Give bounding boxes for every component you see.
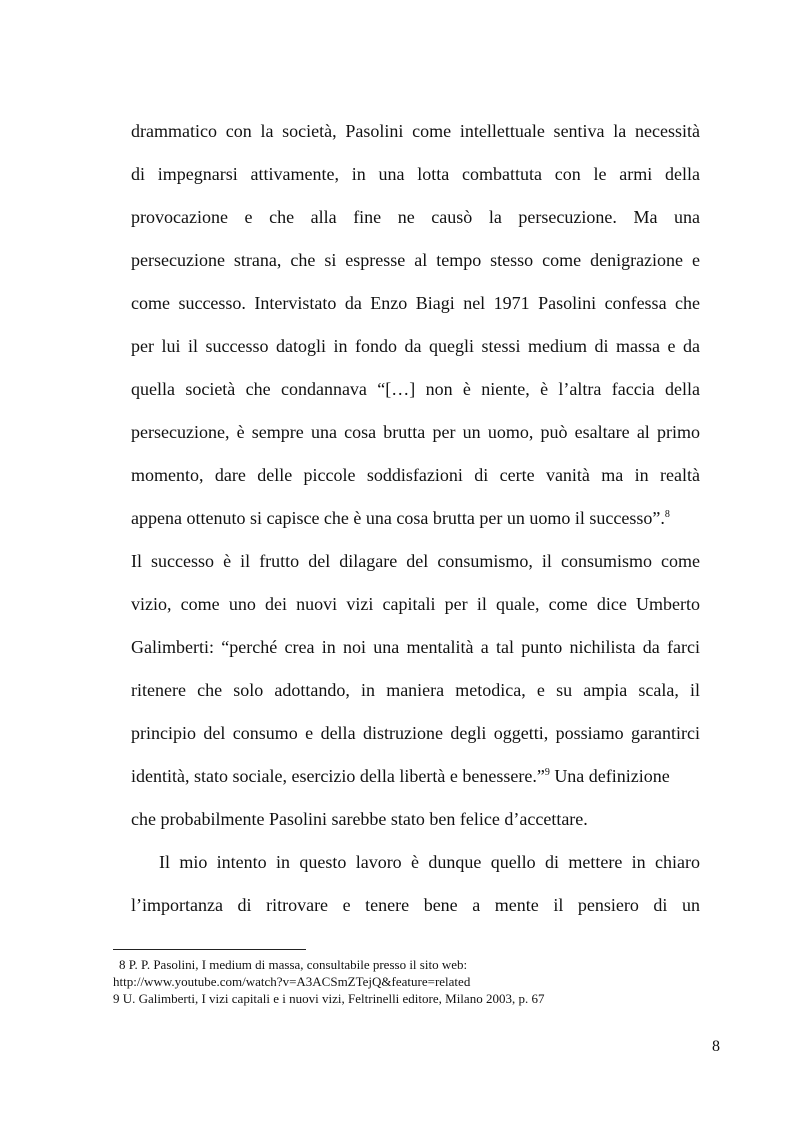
text-line: quella società che condannava “[…] non è niente, è l’altra faccia della (131, 379, 700, 399)
text-line: principio del consumo e della distruzione degli oggetti, possiamo garantirci (131, 723, 700, 743)
text-line: come successo. Intervistato da Enzo Biagi nel 1971 Pasolini confessa che (131, 293, 700, 313)
text-line: per lui il successo datogli in fondo da quegli stessi medium di massa e da (131, 336, 700, 356)
text-line: momento, dare delle piccole soddisfazioni di certe vanità ma in realtà (131, 465, 700, 485)
footnote-8-link[interactable]: http://www.youtube.com/watch?v=A3ACSmZTejQ&feature=related (113, 974, 471, 989)
page-number: 8 (712, 1038, 720, 1055)
footnote-8: 8 P. P. Pasolini, I medium di massa, consultabile presso il sito web: (119, 957, 468, 972)
text-line: persecuzione strana, che si espresse al tempo stesso come denigrazione e (131, 250, 700, 270)
text-line: Galimberti: “perché crea in noi una mentalità a tal punto nichilista da farci (131, 637, 700, 657)
text-line: persecuzione, è sempre una cosa brutta per un uomo, può esaltare al primo (131, 422, 700, 442)
text-line-with-footnote (131, 497, 700, 540)
footnote-separator (113, 949, 306, 950)
text-line: che probabilmente Pasolini sarebbe stato ben felice d’accettare. (131, 809, 588, 829)
text-line-with-footnote (131, 755, 700, 798)
paragraph-start-line: Il mio intento in questo lavoro è dunque quello di mettere in chiaro (159, 852, 700, 872)
footnote-ref-9[interactable]: 9 (544, 767, 550, 778)
text-line: provocazione e che alla fine ne causò la persecuzione. Ma una (131, 207, 700, 227)
text-line: Il successo è il frutto del dilagare del consumismo, il consumismo come (131, 551, 700, 571)
body-text (131, 110, 700, 927)
text-line: l’importanza di ritrovare e tenere bene a mente il pensiero di un (131, 895, 700, 915)
text-segment: appena ottenuto si capisce che è una cosa brutta per un uomo il successo”. (131, 508, 665, 528)
footnote-ref-8[interactable]: 8 (664, 509, 670, 520)
footnote-9: 9 U. Galimberti, I vizi capitali e i nuovi vizi, Feltrinelli editore, Milano 2003, p. 67 (113, 991, 545, 1006)
text-line: vizio, come uno dei nuovi vizi capitali per il quale, come dice Umberto (131, 594, 700, 614)
text-segment: identità, stato sociale, esercizio della libertà e benessere.” (131, 766, 545, 786)
text-segment: Una definizione (549, 766, 670, 786)
footnotes (113, 956, 713, 1007)
text-line: ritenere che solo adottando, in maniera metodica, e su ampia scala, il (131, 680, 700, 700)
text-line: drammatico con la società, Pasolini come intellettuale sentiva la necessità (131, 121, 700, 141)
text-line: di impegnarsi attivamente, in una lotta combattuta con le armi della (131, 164, 700, 184)
